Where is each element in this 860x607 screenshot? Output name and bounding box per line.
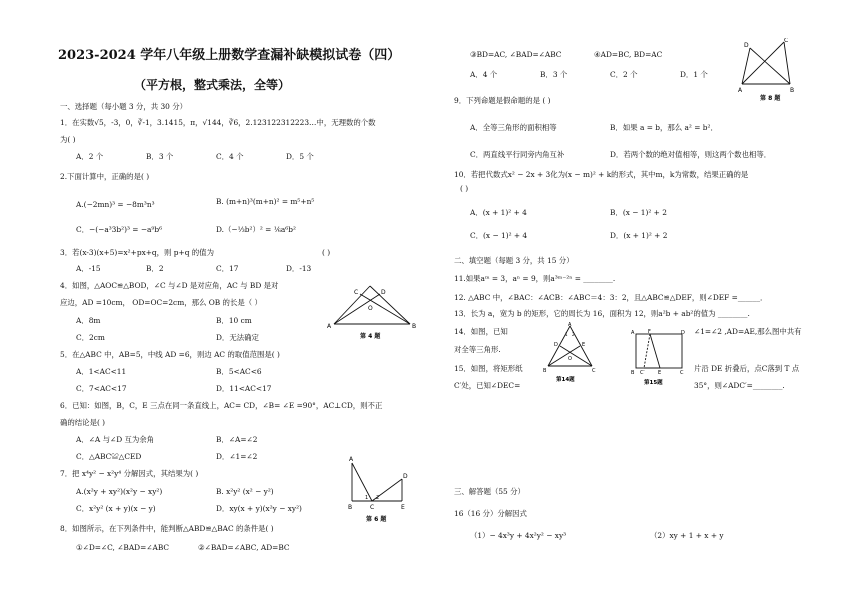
q2-option-d: D.（−⅓b²）² = ⅙a⁶b²	[216, 225, 296, 234]
q5-option-b: B．5<AC<6	[216, 367, 262, 376]
q14-label-e: E	[582, 342, 586, 348]
q4-label-b: B	[412, 323, 417, 330]
q11-text: 11.如果aᵐ = 3，aⁿ = 9，则a³ᵐ⁻²ⁿ = ________.	[454, 274, 616, 283]
q6-stem-cont: 确的结论是( )	[60, 418, 106, 427]
q6-option-b: B．∠A=∠2	[216, 435, 258, 444]
exam-title: 2023-2024 学年八年级上册数学查漏补缺模拟试卷（四）	[58, 48, 401, 63]
q3-stem: 3．若(x-3)(x+5)=x²+px+q，则 p+q 的值为	[60, 248, 214, 257]
q8-label-c: C	[784, 38, 789, 44]
q2-option-a: A.(−2mn)³ = −8m³n³	[76, 200, 155, 209]
q3-option-a: A．-15	[76, 264, 101, 273]
q9-option-c: C．两直线平行同旁内角互补	[470, 150, 565, 159]
q14-label-a: A	[568, 322, 572, 328]
q8-figure	[736, 38, 798, 104]
q15-figure	[630, 328, 690, 388]
exam-subtitle: （平方根，整式乘法，全等）	[134, 78, 291, 92]
q1-option-d: D．5 个	[286, 152, 314, 161]
q4-option-d: D．无法确定	[216, 333, 259, 342]
q4-option-c: C．2cm	[76, 333, 105, 342]
q6-label-e: E	[401, 504, 405, 511]
q15-label-d: D	[681, 330, 685, 336]
q6-option-a: A．∠A 与∠D 互为余角	[76, 435, 155, 444]
q15-text-cont: 片沿 DE 折叠后，点C落到 T 点	[694, 364, 800, 373]
q15-text-c: C′处，已知∠DEC=	[454, 381, 521, 390]
q5-stem: 5．在△ABC 中，AB=5，中线 AD =6，则边 AC 的取值范围是( )	[60, 350, 280, 359]
q8-condition-3: ③BD=AC, ∠BAD=∠ABC	[470, 50, 562, 59]
q3-option-b: B．2	[146, 264, 164, 273]
q2-option-b: B. (m+n)³(m+n)² = m⁵+n⁵	[216, 197, 315, 206]
q5-option-d: D．11<AC<17	[216, 384, 272, 393]
q6-label-a: A	[349, 456, 354, 463]
q16-stem: 16（16 分）分解因式	[454, 509, 527, 518]
q16-part-2: （2）xy + 1 + x + y	[650, 531, 724, 540]
q4-label-c: C	[354, 289, 359, 296]
q8-option-b: B．3 个	[540, 70, 568, 79]
q8-label-a: A	[738, 87, 743, 94]
q4-figure	[326, 280, 422, 342]
q6-label-b: B	[348, 504, 353, 511]
q8-figure-caption: 第 8 题	[760, 95, 781, 102]
q4-label-o: O	[368, 305, 373, 312]
q4-label-d: D	[381, 289, 386, 296]
q6-option-c: C．△ABC≌△CED	[76, 452, 142, 461]
q7-stem: 7．把 x⁴y² − x²y⁴ 分解因式，其结果为( )	[60, 469, 199, 478]
q4-stem-cont: 应边，AD =10cm， OD=OC=2cm，那么 OB 的长是（ ）	[60, 298, 262, 307]
q8-stem: 8．如图所示，在下列条件中，能判断△ABD≌△BAC 的条件是( )	[60, 524, 274, 533]
q4-figure-caption: 第 4 题	[360, 333, 381, 340]
q14-label-1: 1	[565, 332, 568, 337]
q2-stem: 2.下面计算中，正确的是( )	[60, 172, 150, 181]
q10-option-b: B．(x − 1)² + 2	[610, 208, 667, 217]
q4-label-a: A	[327, 323, 332, 330]
q6-figure-caption: 第 6 题	[366, 516, 387, 523]
q15-text: 15．如图，将矩形纸	[454, 364, 523, 373]
q15-label-c: C	[680, 370, 684, 376]
q15-label-b: B	[631, 370, 635, 376]
q8-label-b: B	[790, 87, 795, 94]
q7-option-b: B. x²y² (x² − y²)	[216, 487, 274, 496]
q6-label-c: C	[370, 504, 375, 511]
q4-option-a: A．8m	[76, 316, 101, 325]
q10-paren: ( )	[460, 184, 469, 193]
q14-label-c: C	[592, 368, 596, 374]
q15-label-e: E	[658, 370, 662, 376]
q15-text-end: 35°，则∠ADC′=________.	[694, 381, 785, 390]
section-answer-heading: 三、解答题（55 分）	[454, 487, 525, 496]
q14-figure	[542, 322, 598, 384]
q1-option-c: C．4 个	[216, 152, 244, 161]
q14-label-b: B	[543, 368, 547, 374]
q7-option-c: C．x²y² (x + y)(x − y)	[76, 504, 156, 513]
q4-stem: 4．如图，△AOC≌△BOD，∠C 与∠D 是对应角，AC 与 BD 是对	[60, 281, 279, 290]
q6-label-2: 2	[376, 495, 380, 501]
q12-text: 12. △ABC 中，∠BAC：∠ACB：∠ABC＝4：3：2，且△ABC≌△DEF，则∠DEF =______．	[454, 293, 768, 302]
q4-option-b: B．10 cm	[216, 316, 252, 325]
q8-option-d: D．1 个	[680, 70, 708, 79]
section-choice-heading: 一、选择题（每小题 3 分，共 30 分）	[60, 102, 187, 111]
q9-stem: 9．下列命题是假命题的是 ( )	[454, 96, 551, 105]
q9-option-a: A．全等三角形的面积相等	[470, 123, 557, 132]
q13-text: 13．长为 a，宽为 b 的矩形，它的周长为 16，面积为 12，则a²b + ab²的值为 ________.	[454, 309, 750, 318]
q14-label-2: 2	[572, 332, 575, 337]
q14-text-end: 对全等三角形.	[454, 345, 501, 354]
q1-stem: 1．在实数√5，-3，0，∛-1，3.1415，π，√144，∛6，2.123122312223…中，无理数的个数	[60, 118, 376, 127]
q6-stem: 6．已知：如图，B，C，E 三点在同一条直线上，AC= CD，∠B= ∠E =90°，AC⊥CD，则不正	[60, 401, 383, 410]
q6-figure	[342, 455, 414, 527]
q14-text-cont: ∠1=∠2 ,AD=AE,那么图中共有	[694, 327, 802, 336]
q8-condition-2: ②∠BAD=∠ABC, AD=BC	[198, 543, 290, 552]
q2-option-c: C．−(−a³3b²)³ = −a⁹b⁶	[76, 225, 163, 234]
q16-part-1: （1）− 4x³y + 4x²y² − xy³	[470, 531, 567, 540]
q3-paren: ( )	[322, 248, 331, 257]
q15-label-a: A	[631, 330, 635, 336]
q10-option-d: D．(x + 1)² + 2	[610, 231, 668, 240]
q5-option-a: A．1<AC<11	[76, 367, 127, 376]
q10-stem: 10．若把代数式x² − 2x + 3化为(x − m)² + k的形式，其中m，k为常数，结果正确的是	[454, 170, 749, 179]
q6-label-1: 1	[365, 495, 369, 501]
q9-option-d: D．若两个数的绝对值相等，则这两个数也相等．	[610, 150, 772, 159]
q8-condition-4: ④AD=BC, BD=AC	[594, 50, 663, 59]
q10-option-a: A．(x + 1)² + 4	[470, 208, 527, 217]
q14-figure-caption: 第14题	[556, 377, 575, 383]
q8-option-a: A．4 个	[470, 70, 498, 79]
q6-label-d: D	[403, 473, 408, 480]
q8-label-d: D	[744, 42, 749, 49]
section-fill-heading: 二、填空题（每题 3 分，共 15 分）	[454, 256, 574, 265]
q7-option-d: D．xy(x + y)(x²y − xy²)	[216, 504, 302, 513]
q7-option-a: A.(x²y + xy²)(x²y − xy²)	[76, 487, 163, 496]
q5-option-c: C．7<AC<17	[76, 384, 127, 393]
q8-condition-1: ①∠D=∠C, ∠BAD=∠ABC	[76, 543, 170, 552]
q10-option-c: C．(x − 1)² + 4	[470, 231, 528, 240]
q14-label-o: O	[568, 356, 572, 362]
q1-option-a: A．2 个	[76, 152, 104, 161]
q6-option-d: D．∠1=∠2	[216, 452, 258, 461]
q8-option-c: C．2 个	[610, 70, 638, 79]
q15-figure-caption: 第15题	[644, 380, 663, 386]
q3-option-c: C．17	[216, 264, 239, 273]
q9-option-b: B．如果 a = b，那么 a² = b²．	[610, 123, 718, 132]
q15-label-f: F	[648, 329, 651, 335]
q3-option-d: D．-13	[286, 264, 312, 273]
q14-text: 14．如图，已知	[454, 327, 508, 336]
q1-option-b: B．3 个	[146, 152, 174, 161]
q14-label-d: D	[554, 342, 558, 348]
q1-stem-cont: 为( )	[60, 135, 76, 144]
q15-label-c-prime: C′	[640, 370, 645, 376]
